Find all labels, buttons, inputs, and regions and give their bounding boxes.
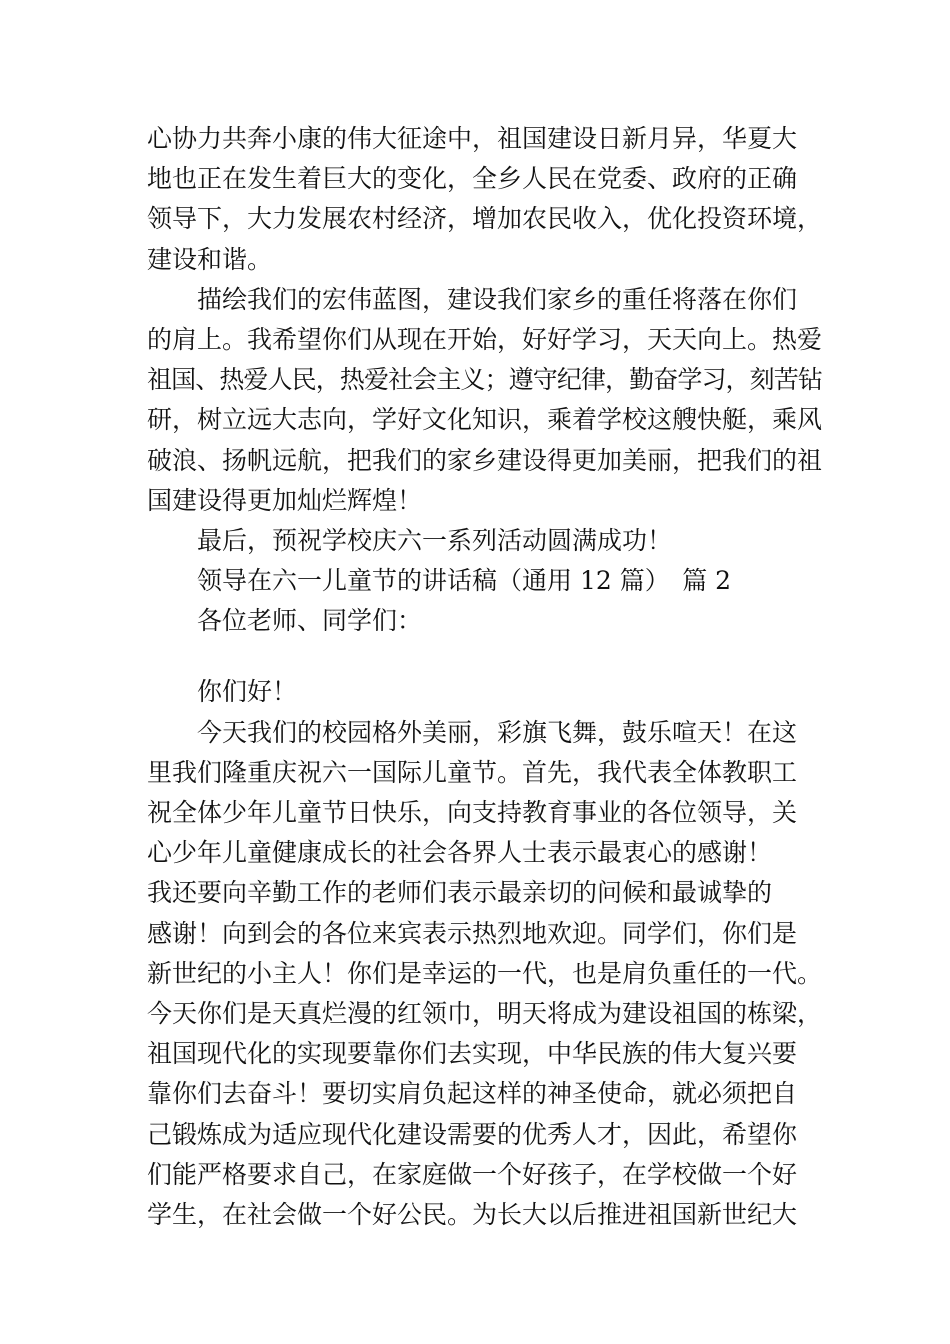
section-heading: 领导在六一儿童节的讲话稿（通用 12 篇） 篇 2 — [197, 566, 732, 596]
text-line: 领导下，大力发展农村经济，增加农民收入，优化投资环境， — [147, 204, 822, 234]
greeting: 你们好！ — [197, 677, 298, 707]
text-line: 里我们隆重庆祝六一国际儿童节。首先，我代表全体教职工 — [147, 757, 798, 787]
text-line: 研，树立远大志向，学好文化知识，乘着学校这艘快艇，乘风 — [147, 405, 822, 435]
paragraph-first-line: 今天我们的校园格外美丽，彩旗飞舞，鼓乐喧天！在这 — [197, 717, 798, 747]
text-line: 感谢！向到会的各位来宾表示热烈地欢迎。同学们，你们是 — [147, 918, 798, 948]
text-line: 国建设得更加灿烂辉煌！ — [147, 485, 423, 515]
text-line: 地也正在发生着巨大的变化，全乡人民在党委、政府的正确 — [147, 164, 798, 194]
text-line: 我还要向辛勤工作的老师们表示最亲切的问候和最诚挚的 — [147, 878, 773, 908]
text-line: 祝全体少年儿童节日快乐，向支持教育事业的各位领导，关 — [147, 798, 798, 827]
text-line: 的肩上。我希望你们从现在开始，好好学习，天天向上。热爱 — [147, 324, 822, 354]
document-body — [147, 119, 822, 1235]
text-line: 心协力共奔小康的伟大征途中，祖国建设日新月异，华夏大 — [147, 124, 798, 153]
text-line: 靠你们去奋斗！要切实肩负起这样的神圣使命，就必须把自 — [147, 1079, 798, 1109]
text-line: 学生，在社会做一个好公民。为长大以后推进祖国新世纪大 — [147, 1199, 798, 1229]
text-line: 今天你们是天真烂漫的红领巾，明天将成为建设祖国的栋梁， — [147, 998, 822, 1028]
paragraph-first-line: 最后，预祝学校庆六一系列活动圆满成功！ — [197, 525, 673, 555]
text-line: 祖国现代化的实现要靠你们去实现，中华民族的伟大复兴要 — [147, 1039, 798, 1069]
salutation: 各位老师、同学们： — [197, 606, 423, 636]
text-line: 们能严格要求自己，在家庭做一个好孩子，在学校做一个好 — [147, 1159, 798, 1189]
text-line: 心少年儿童健康成长的社会各界人士表示最衷心的感谢！ — [147, 838, 773, 868]
text-line: 新世纪的小主人！你们是幸运的一代，也是肩负重任的一代。 — [147, 958, 822, 988]
text-line: 破浪、扬帆远航，把我们的家乡建设得更加美丽，把我们的祖 — [147, 445, 822, 475]
paragraph-first-line: 描绘我们的宏伟蓝图，建设我们家乡的重任将落在你们 — [197, 284, 798, 314]
text-line: 建设和谐。 — [147, 244, 273, 274]
text-line: 祖国、热爱人民，热爱社会主义；遵守纪律，勤奋学习，刻苦钻 — [147, 365, 822, 395]
blank-line — [147, 641, 822, 672]
text-line: 己锻炼成为适应现代化建设需要的优秀人才，因此，希望你 — [147, 1119, 798, 1149]
